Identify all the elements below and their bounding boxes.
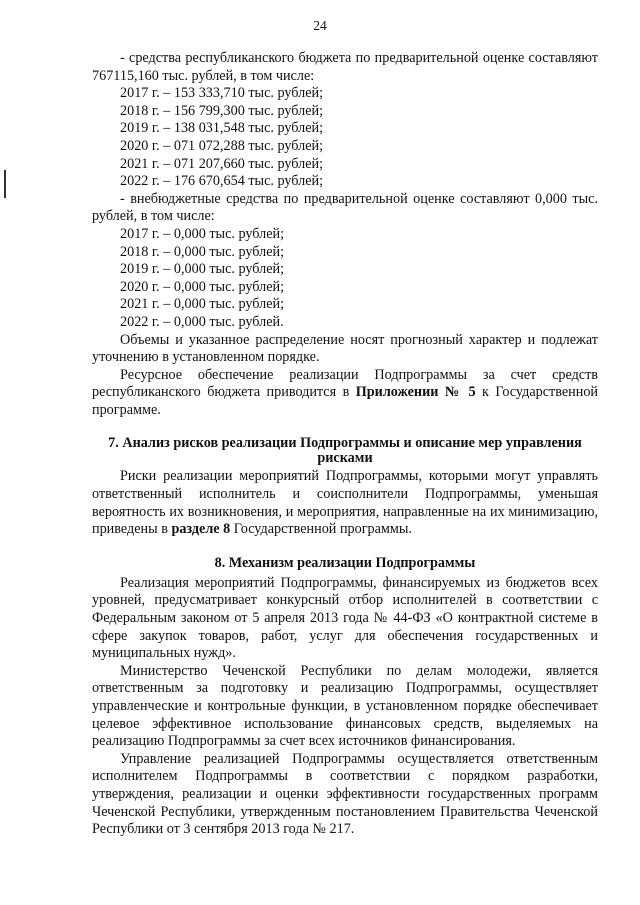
extra-budget-intro: - внебюджетные средства по предварительной оценке составляют 0,000 тыс. рублей, в том числе: xyxy=(92,190,598,225)
section-7-text-before: Риски реализации мероприятий Подпрограммы, которыми могут управлять ответственный исполнитель и соисполнители Подпрограммы, уменьшая вероятность их возникновения, и мероприятия, направленные на их минимизацию, приведены в xyxy=(92,468,598,538)
extra-year-2018: 2018 г. – 0,000 тыс. рублей; xyxy=(120,243,285,260)
appendix-reference: Приложении № 5 xyxy=(355,384,476,401)
resource-text-after: к Государственной программе. xyxy=(92,384,598,418)
section-8-heading: 8. Механизм реализации Подпрограммы xyxy=(214,554,476,571)
section-7-paragraph xyxy=(92,468,598,538)
republic-budget-intro: - средства республиканского бюджета по предварительной оценке составляют 767115,160 тыс. рублей, в том числе: xyxy=(92,50,598,84)
extra-year-2021: 2021 г. – 0,000 тыс. рублей; xyxy=(120,296,285,313)
extra-year-2019: 2019 г. – 0,000 тыс. рублей; xyxy=(120,261,285,278)
section-reference: разделе 8 xyxy=(171,521,231,538)
section-8-paragraph: Управление реализацией Подпрограммы осуществляется ответственным исполнителем Подпрограммы в соответствии с порядком разработки, утверждения, реализации и оценки эффективности государственных программ Чеченской Республики, утвержденным постановлением Правительства Чеченской Республики от 3 сентября 2013 года № 217. xyxy=(92,750,598,838)
extra-year-2022: 2022 г. – 0,000 тыс. рублей. xyxy=(120,313,284,330)
extra-year-2020: 2020 г. – 0,000 тыс. рублей; xyxy=(120,278,285,295)
forecast-note: Объемы и указанное распределение носят прогнозный характер и подлежат уточнению в установленном порядке. xyxy=(92,331,598,366)
document-body xyxy=(92,50,598,839)
resource-paragraph xyxy=(92,367,598,420)
section-8-paragraph: Реализация мероприятий Подпрограммы, финансируемых из бюджетов всех уровней, предусматривает конкурсный отбор исполнителей в соответствии с Федеральным законом от 5 апреля 2013 года № 44-ФЗ «О контрактной системе в сфере закупок товаров, работ, услуг для обеспечения государственных и муниципальных нужд». xyxy=(92,574,598,662)
republic-year-2021: 2021 г. – 071 207,660 тыс. рублей; xyxy=(120,155,324,172)
republic-year-2020: 2020 г. – 071 072,288 тыс. рублей; xyxy=(120,137,324,154)
section-8-paragraph: Министерство Чеченской Республики по делам молодежи, является ответственным за подготовку и реализацию Подпрограммы, осуществляет управленческие и контрольные функции, в установленном порядке обеспечивает целевое эффективное использование финансовых средств, выделяемых на реализацию Подпрограммы за счет всех источников финансирования. xyxy=(92,662,598,750)
republic-year-2019: 2019 г. – 138 031,548 тыс. рублей; xyxy=(120,120,324,137)
republic-year-2022: 2022 г. – 176 670,654 тыс. рублей; xyxy=(120,173,324,190)
section-7-heading: 7. Анализ рисков реализации Подпрограммы и описание мер управления рисками xyxy=(108,435,582,467)
republic-year-2017: 2017 г. – 153 333,710 тыс. рублей; xyxy=(120,85,324,102)
page-number: 24 xyxy=(313,18,327,33)
republic-year-2018: 2018 г. – 156 799,300 тыс. рублей; xyxy=(120,102,324,119)
resource-text-before: Ресурсное обеспечение реализации Подпрограммы за счет средств республиканского бюджета приводится в xyxy=(92,366,598,401)
section-7-text-after: Государственной программы. xyxy=(230,521,412,538)
margin-mark xyxy=(4,170,6,198)
extra-year-2017: 2017 г. – 0,000 тыс. рублей; xyxy=(120,225,285,242)
